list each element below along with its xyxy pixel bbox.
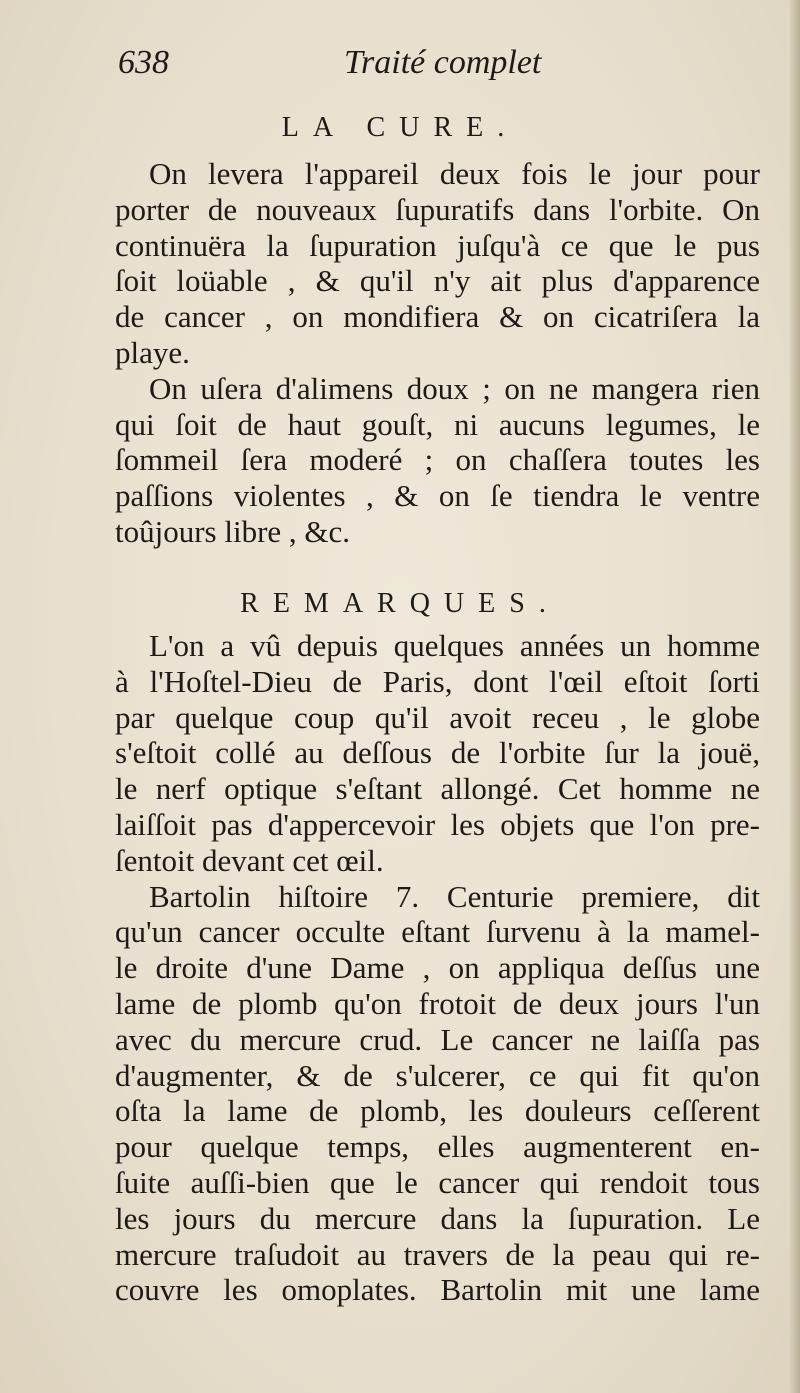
running-title: Traité complet: [344, 44, 542, 81]
text-line: d'augmenter, & de s'ulcerer, ce qui fit qu'on: [115, 1057, 760, 1093]
text-line: porter de nouveaux ſupuratifs dans l'orbite. On: [115, 191, 760, 227]
page-number: 638: [118, 44, 169, 81]
text-line: ſommeil ſera moderé ; on chaſſera toutes les: [115, 442, 760, 478]
page-edge: [790, 0, 800, 1393]
text-line: oſta la lame de plomb, les douleurs ceſſerent: [115, 1093, 760, 1129]
section-heading-remarques: REMARQUES.: [240, 588, 560, 619]
text-line: avec du mercure crud. Le cancer ne laiſſa pas: [115, 1021, 760, 1057]
text-line: les jours du mercure dans la ſupuration. Le: [115, 1200, 760, 1236]
paragraph-block-cure: [115, 156, 760, 550]
text-line: mercure traſudoit au travers de la peau qui re-: [115, 1236, 760, 1272]
text-line: continuëra la ſupuration juſqu'à ce que le pus: [115, 227, 760, 263]
text-line: couvre les omoplates. Bartolin mit une lame: [115, 1272, 760, 1308]
running-header: [118, 44, 678, 94]
text-line: lame de plomb qu'on frotoit de deux jours l'un: [115, 985, 760, 1021]
text-line: le droite d'une Dame , on appliqua deſſus une: [115, 950, 760, 986]
text-line: On levera l'appareil deux fois le jour pour: [149, 156, 760, 191]
text-line: L'on a vû depuis quelques années un homme: [149, 628, 760, 663]
text-line: ſuite auſſi-bien que le cancer qui rendoit tous: [115, 1164, 760, 1200]
text-line: ſentoit devant cet œil.: [115, 842, 384, 878]
text-line: pour quelque temps, elles augmenterent en-: [115, 1129, 760, 1165]
text-line: laiſſoit pas d'appercevoir les objets que l'on pre-: [115, 806, 760, 842]
section-heading-cure: LA CURE.: [281, 112, 519, 143]
text-line: s'eſtoit collé au deſſous de l'orbite ſur la jouë,: [115, 735, 760, 771]
text-line: à l'Hoſtel-Dieu de Paris, dont l'œil eſtoit ſorti: [115, 663, 760, 699]
paragraph-block-remarques: [115, 628, 760, 1308]
text-line: toûjours libre , &c.: [115, 513, 351, 549]
text-line: paſſions violentes , & on ſe tiendra le ventre: [115, 478, 760, 514]
text-line: On uſera d'alimens doux ; on ne mangera rien: [149, 370, 760, 406]
text-line: le nerf optique s'eſtant allongé. Cet homme ne: [115, 771, 760, 807]
text-line: par quelque coup qu'il avoit receu , le globe: [115, 699, 760, 735]
text-line: ſoit loüable , & qu'il n'y ait plus d'apparence: [115, 263, 760, 299]
text-line: de cancer , on mondifiera & on cicatriſera la: [115, 299, 760, 335]
text-line: Bartolin hiſtoire 7. Centurie premiere, dit: [149, 878, 760, 914]
text-line: qu'un cancer occulte eſtant ſurvenu à la mamel-: [115, 914, 760, 950]
text-line: qui ſoit de haut gouſt, ni aucuns legumes, le: [115, 406, 760, 442]
text-line: playe.: [115, 334, 190, 370]
